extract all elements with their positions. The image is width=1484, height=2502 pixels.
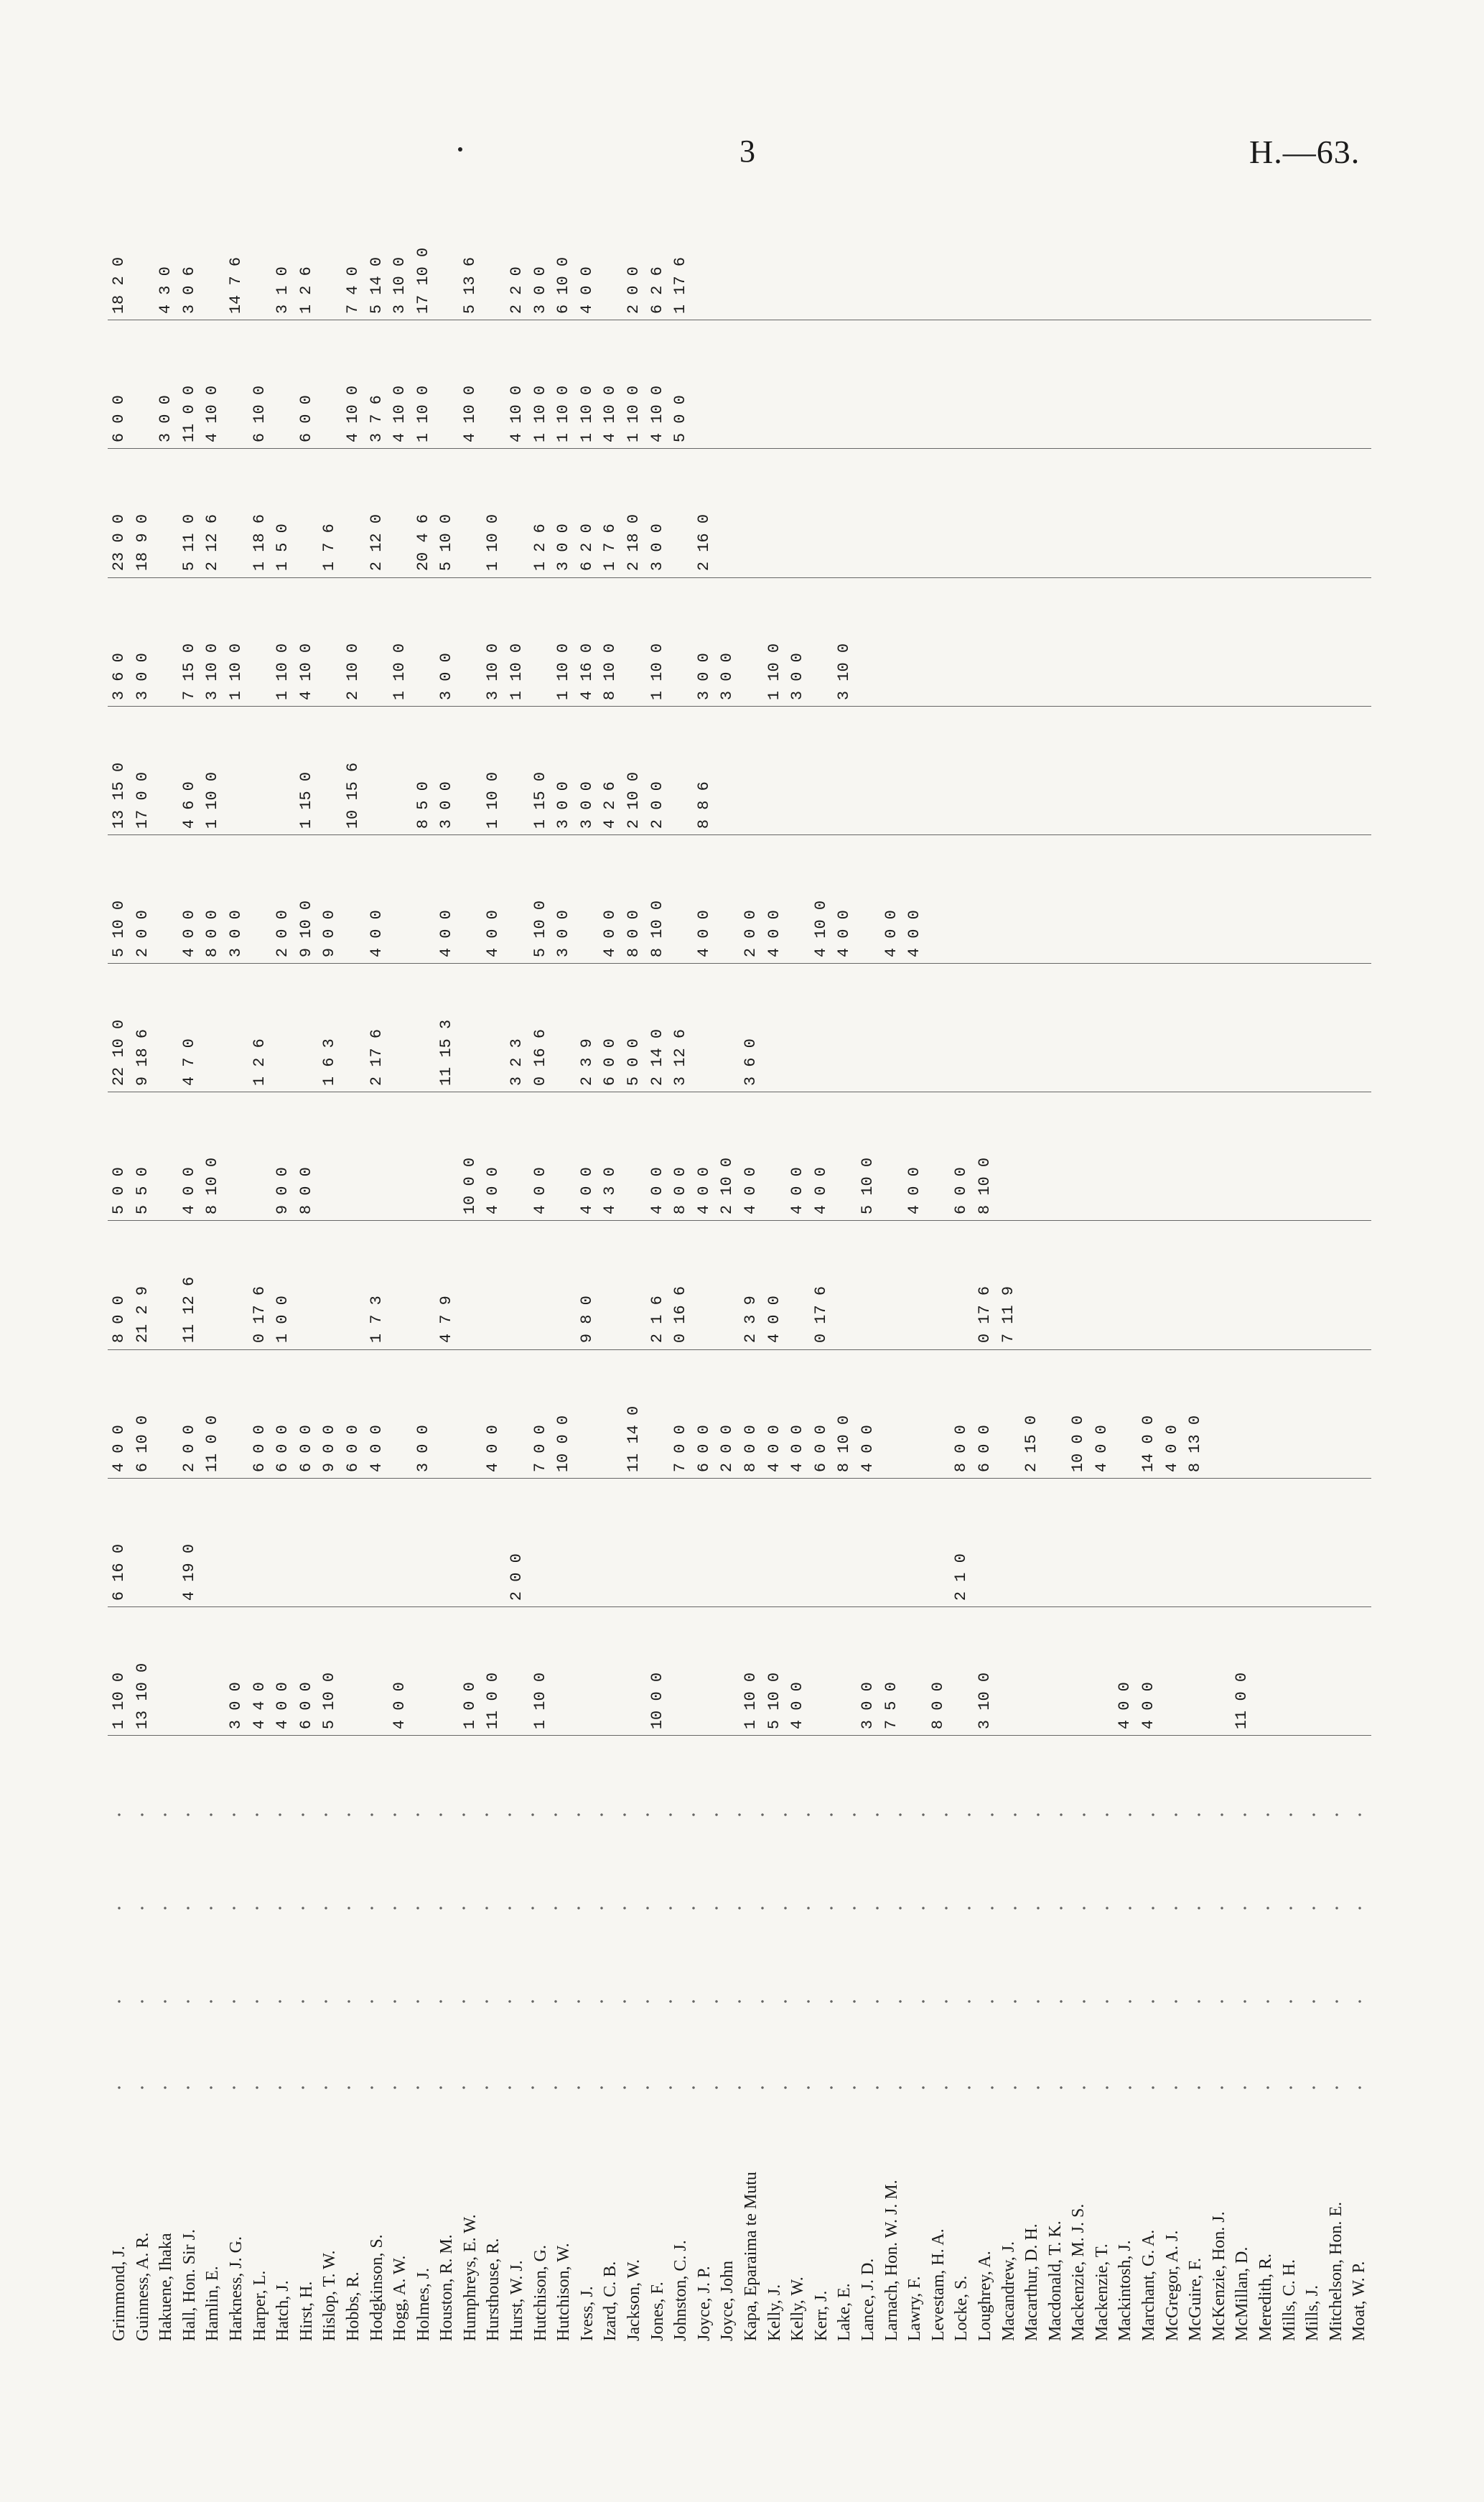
amount-cell: 7 5 0 — [882, 1681, 900, 1729]
amount-cell: 1 10 0 — [648, 643, 666, 700]
amount-cell: 1 0 0 — [460, 1681, 479, 1729]
amount-cell: 3 0 0 — [788, 652, 807, 700]
amount-cell: 14 0 0 — [1139, 1415, 1158, 1472]
amount-cell: 8 10 0 — [648, 900, 666, 957]
amount-cell: 1 7 6 — [320, 524, 339, 572]
name-cell: Moat, W. P. — [1350, 2261, 1369, 2341]
amount-cell: 1 10 0 — [274, 643, 292, 700]
name-cell: Joyce, J. P. — [694, 2266, 714, 2341]
amount-cell: 1 7 6 — [601, 524, 620, 572]
amount-cell: 3 6 0 — [742, 1038, 760, 1087]
name-cell: Hall, Hon. Sir J. — [179, 2229, 199, 2341]
name-cell: Joyce, John — [718, 2261, 737, 2341]
amount-cell: 9 0 0 — [320, 909, 339, 957]
amount-cell: 6 0 0 — [601, 1038, 620, 1087]
amount-cell: 4 16 0 — [577, 643, 596, 700]
name-cell: Kerr, J. — [811, 2290, 831, 2341]
amount-cell: 1 2 6 — [297, 266, 315, 315]
amount-cell: 6 0 0 — [250, 1424, 269, 1472]
amount-cell: 4 10 0 — [508, 386, 526, 443]
name-cell: Mills, J. — [1303, 2284, 1322, 2341]
amount-cell: 4 0 0 — [1139, 1681, 1158, 1729]
name-cell: Hakuene, Ihaka — [157, 2233, 176, 2341]
amount-cell: 8 10 0 — [975, 1158, 994, 1215]
amount-cell: 7 0 0 — [531, 1424, 549, 1472]
amount-cell: 3 6 0 — [110, 652, 128, 700]
name-cell: Lance, J. D. — [858, 2258, 877, 2341]
amount-cell: 3 0 0 — [437, 781, 456, 829]
amount-cell: 11 12 6 — [179, 1277, 198, 1344]
amount-cell: 4 0 0 — [577, 1167, 596, 1215]
document-reference: H.—63. — [1249, 134, 1361, 170]
amount-cell: 4 0 0 — [765, 1296, 783, 1344]
amount-cell: 9 0 0 — [274, 1167, 292, 1215]
amount-cell: 1 10 0 — [742, 1672, 760, 1729]
amount-cell: 2 0 0 — [625, 266, 643, 315]
amount-cell: 4 0 0 — [742, 1167, 760, 1215]
amount-cell: 4 7 0 — [179, 1038, 198, 1087]
amount-cell: 3 0 0 — [554, 781, 573, 829]
amount-cell: 11 0 0 — [1233, 1672, 1251, 1729]
amount-cell: 4 0 0 — [788, 1424, 807, 1472]
amount-cell: 4 0 0 — [110, 1424, 128, 1472]
amount-cell: 4 7 9 — [437, 1296, 456, 1344]
amount-cell: 1 10 0 — [110, 1672, 128, 1729]
amount-cell: 6 2 6 — [648, 266, 666, 315]
amount-cell: 4 0 0 — [484, 1424, 503, 1472]
amount-cell: 1 10 0 — [531, 1672, 549, 1729]
name-cell: Lawry, F. — [905, 2276, 925, 2341]
amount-cell: 10 0 0 — [554, 1415, 573, 1472]
amount-cell: 3 0 0 — [226, 909, 245, 957]
amount-cell: 11 0 0 — [179, 386, 198, 443]
amount-cell: 4 0 0 — [905, 909, 924, 957]
amount-cell: 3 10 0 — [975, 1672, 994, 1729]
amount-cell: 9 10 0 — [297, 900, 315, 957]
column-rule — [108, 706, 1371, 707]
amount-cell: 5 11 0 — [179, 514, 198, 572]
amount-cell: 4 10 0 — [203, 386, 222, 443]
name-cell: Jackson, W. — [625, 2259, 644, 2341]
amount-cell: 1 15 0 — [531, 771, 549, 829]
amount-cell: 4 0 0 — [788, 1167, 807, 1215]
amount-cell: 8 13 0 — [1186, 1415, 1205, 1472]
amount-cell: 4 0 0 — [1116, 1681, 1134, 1729]
amount-cell: 4 0 0 — [648, 1167, 666, 1215]
name-cell: Locke, S. — [952, 2275, 971, 2341]
name-cell: Kapa, Eparaima te Mutu — [742, 2172, 760, 2341]
amount-cell: 5 10 0 — [858, 1158, 877, 1215]
amount-cell: 3 0 0 — [554, 909, 573, 957]
amount-cell: 2 3 9 — [742, 1296, 760, 1344]
amount-cell: 5 10 0 — [765, 1672, 783, 1729]
amount-cell: 4 0 0 — [391, 1681, 409, 1729]
amount-cell: 9 18 6 — [133, 1028, 151, 1087]
amount-cell: 2 0 0 — [179, 1424, 198, 1472]
name-cell: McGuire, F. — [1186, 2257, 1205, 2341]
amount-cell: 3 0 0 — [577, 781, 596, 829]
name-cell: Mills, C. H. — [1279, 2259, 1299, 2341]
amount-cell: 1 10 0 — [414, 386, 432, 443]
amount-cell: 2 10 0 — [625, 771, 643, 829]
amount-cell: 3 0 6 — [179, 266, 198, 315]
amount-cell: 4 4 0 — [250, 1681, 269, 1729]
name-cell: Kelly, J. — [765, 2284, 784, 2341]
amount-cell: 1 10 0 — [203, 771, 222, 829]
amount-cell: 2 14 0 — [648, 1028, 666, 1087]
name-cell: Macandrew, J. — [999, 2241, 1018, 2341]
amount-cell: 3 10 0 — [391, 256, 409, 315]
amount-cell: 4 6 0 — [179, 781, 198, 829]
amount-cell: 4 10 0 — [811, 900, 830, 957]
amount-cell: 14 7 6 — [226, 256, 245, 315]
amount-cell: 1 10 0 — [554, 386, 573, 443]
amount-cell: 6 10 0 — [554, 256, 573, 315]
amount-cell: 2 0 0 — [274, 909, 292, 957]
amount-cell: 1 10 0 — [484, 514, 503, 572]
name-cell: Loughrey, A. — [975, 2251, 994, 2341]
name-cell: McKenzie, Hon. J. — [1209, 2211, 1228, 2341]
amount-cell: 2 1 6 — [648, 1296, 666, 1344]
name-cell: McMillan, D. — [1233, 2246, 1252, 2341]
amount-cell: 4 0 0 — [765, 909, 783, 957]
amount-cell: 4 0 0 — [905, 1167, 924, 1215]
amount-cell: 4 0 0 — [179, 909, 198, 957]
amount-cell: 1 10 0 — [391, 643, 409, 700]
column-rule — [108, 1735, 1371, 1736]
amount-cell: 4 3 0 — [157, 266, 175, 315]
amount-cell: 7 11 9 — [999, 1286, 1017, 1344]
amount-cell: 8 5 0 — [414, 781, 432, 829]
amount-cell: 8 0 0 — [742, 1424, 760, 1472]
amount-cell: 5 10 0 — [110, 900, 128, 957]
amount-cell: 8 0 0 — [110, 1296, 128, 1344]
amount-cell: 2 12 6 — [203, 514, 222, 572]
amount-cell: 1 2 6 — [250, 1038, 269, 1087]
amount-cell: 3 0 0 — [157, 395, 175, 443]
amount-cell: 6 10 0 — [250, 386, 269, 443]
name-cell: Hogg, A. W. — [391, 2255, 410, 2341]
amount-cell: 3 12 6 — [671, 1028, 690, 1087]
amount-cell: 4 0 0 — [179, 1167, 198, 1215]
amount-cell: 3 10 0 — [835, 643, 854, 700]
amount-cell: 3 0 0 — [858, 1681, 877, 1729]
name-cell: Larnach, Hon. W. J. M. — [882, 2180, 901, 2341]
amount-cell: 3 0 0 — [437, 652, 456, 700]
amount-cell: 4 10 0 — [297, 643, 315, 700]
amount-cell: 4 0 0 — [437, 909, 456, 957]
amount-cell: 7 15 0 — [179, 643, 198, 700]
name-cell: Hodgkinson, S. — [367, 2234, 386, 2341]
amount-cell: 18 9 0 — [133, 514, 151, 572]
name-cell: Lake, E. — [835, 2283, 854, 2341]
amount-cell: 3 0 0 — [531, 266, 549, 315]
amount-cell: 4 0 0 — [858, 1424, 877, 1472]
amount-cell: 8 0 0 — [928, 1681, 947, 1729]
name-cell: Hutchison, W. — [554, 2243, 574, 2341]
amount-cell: 4 0 0 — [811, 1167, 830, 1215]
name-cell: Humphreys, E. W. — [460, 2214, 480, 2341]
amount-cell: 2 18 0 — [625, 514, 643, 572]
amount-cell: 10 0 0 — [648, 1672, 666, 1729]
name-cell: Guinness, A. R. — [133, 2232, 152, 2341]
amount-cell: 4 0 0 — [1162, 1424, 1181, 1472]
amount-cell: 1 10 0 — [531, 386, 549, 443]
amount-cell: 2 16 0 — [694, 514, 713, 572]
amount-cell: 1 0 0 — [274, 1296, 292, 1344]
amount-cell: 9 0 0 — [320, 1424, 339, 1472]
amount-cell: 4 0 0 — [694, 909, 713, 957]
amount-cell: 4 0 0 — [1092, 1424, 1111, 1472]
amount-cell: 5 5 0 — [133, 1167, 151, 1215]
amount-cell: 11 0 0 — [484, 1672, 503, 1729]
name-cell: Hobbs, R. — [343, 2271, 363, 2341]
amount-cell: 2 0 0 — [648, 781, 666, 829]
amount-cell: 2 17 6 — [367, 1028, 386, 1087]
amount-cell: 4 0 0 — [367, 909, 386, 957]
amount-cell: 5 10 0 — [531, 900, 549, 957]
amount-cell: 18 2 0 — [110, 256, 128, 315]
amount-cell: 8 10 0 — [601, 643, 620, 700]
amount-cell: 2 2 0 — [508, 266, 526, 315]
amount-cell: 1 17 6 — [671, 256, 690, 315]
amount-cell: 4 0 0 — [882, 909, 900, 957]
amount-cell: 0 16 6 — [671, 1286, 690, 1344]
amount-cell: 3 0 0 — [694, 652, 713, 700]
column-rule — [108, 834, 1371, 835]
amount-cell: 4 0 0 — [367, 1424, 386, 1472]
amount-cell: 4 0 0 — [577, 266, 596, 315]
name-cell: Marchant, G. A. — [1139, 2229, 1159, 2341]
amount-cell: 1 10 0 — [625, 386, 643, 443]
amount-cell: 4 0 0 — [531, 1167, 549, 1215]
amount-cell: 3 0 0 — [133, 652, 151, 700]
amount-cell: 3 0 0 — [226, 1681, 245, 1729]
amount-cell: 11 0 0 — [203, 1415, 222, 1472]
amount-cell: 7 0 0 — [671, 1424, 690, 1472]
name-cell: Johnston, C. J. — [671, 2240, 691, 2341]
amount-cell: 8 0 0 — [625, 909, 643, 957]
page-number: 3 — [739, 134, 755, 169]
amount-cell: 17 10 0 — [414, 247, 432, 315]
amount-cell: 1 2 6 — [531, 524, 549, 572]
amount-cell: 5 0 0 — [671, 395, 690, 443]
amount-cell: 6 0 0 — [297, 1681, 315, 1729]
amount-cell: 6 10 0 — [133, 1415, 151, 1472]
name-cell: Macdonald, T. K. — [1045, 2220, 1065, 2341]
name-cell: Hursthouse, R. — [484, 2238, 503, 2341]
amount-cell: 6 0 0 — [297, 395, 315, 443]
name-cell: Mitchelson, Hon. E. — [1326, 2202, 1345, 2341]
name-cell: Hislop, T. W. — [320, 2250, 340, 2341]
amount-cell: 2 0 0 — [742, 909, 760, 957]
amount-cell: 0 16 6 — [531, 1028, 549, 1087]
amount-cell: 4 10 0 — [343, 386, 362, 443]
amount-cell: 3 10 0 — [484, 643, 503, 700]
amount-cell: 4 0 0 — [765, 1424, 783, 1472]
amount-cell: 20 4 6 — [414, 514, 432, 572]
amount-cell: 2 0 0 — [133, 909, 151, 957]
amount-cell: 3 0 0 — [718, 652, 737, 700]
amount-cell: 2 3 9 — [577, 1038, 596, 1087]
name-cell: Macarthur, D. H. — [1022, 2223, 1042, 2341]
amount-cell: 8 10 0 — [203, 1158, 222, 1215]
amount-cell: 1 10 0 — [765, 643, 783, 700]
amount-cell: 10 0 0 — [460, 1158, 479, 1215]
name-cell: Grimmond, J. — [110, 2246, 129, 2341]
amount-cell: 1 10 0 — [508, 643, 526, 700]
column-rule — [108, 1220, 1371, 1221]
amount-cell: 4 0 0 — [601, 909, 620, 957]
column-rule — [108, 448, 1371, 449]
amount-cell: 6 0 0 — [343, 1424, 362, 1472]
amount-cell: 7 4 0 — [343, 266, 362, 315]
amount-cell: 11 15 3 — [437, 1019, 456, 1087]
amount-cell: 21 2 9 — [133, 1286, 151, 1344]
amount-cell: 6 0 0 — [975, 1424, 994, 1472]
amount-cell: 3 2 3 — [508, 1038, 526, 1087]
amount-cell: 6 16 0 — [110, 1543, 128, 1601]
column-rule — [108, 1478, 1371, 1479]
amount-cell: 6 2 0 — [577, 524, 596, 572]
name-cell: Hurst, W. J. — [508, 2260, 527, 2341]
name-cell: Hatch, J. — [274, 2280, 293, 2341]
name-cell: Levestam, H. A. — [928, 2228, 948, 2341]
amount-cell: 5 13 6 — [460, 256, 479, 315]
amount-cell: 4 3 0 — [601, 1167, 620, 1215]
amount-cell: 4 0 0 — [835, 909, 854, 957]
amount-cell: 8 10 0 — [835, 1415, 854, 1472]
amount-cell: 1 6 3 — [320, 1038, 339, 1087]
amount-cell: 1 18 6 — [250, 514, 269, 572]
amount-cell: 4 10 0 — [391, 386, 409, 443]
amount-cell: 5 14 0 — [367, 256, 386, 315]
amount-cell: 2 0 0 — [508, 1553, 526, 1601]
name-cell: Meredith, R. — [1256, 2254, 1276, 2341]
amount-cell: 6 0 0 — [274, 1424, 292, 1472]
amount-cell: 8 0 0 — [952, 1424, 971, 1472]
dot-leaders — [108, 1781, 1371, 2097]
amount-cell: 1 10 0 — [554, 643, 573, 700]
amount-cell: 5 10 0 — [320, 1672, 339, 1729]
column-rule — [108, 577, 1371, 578]
amount-cell: 23 0 0 — [110, 514, 128, 572]
amount-cell: 8 0 0 — [297, 1167, 315, 1215]
name-cell: McGregor, A. J. — [1162, 2230, 1182, 2341]
amount-cell: 1 10 0 — [484, 771, 503, 829]
amount-cell: 6 0 0 — [297, 1424, 315, 1472]
amount-cell: 4 19 0 — [179, 1543, 198, 1601]
amount-cell: 10 15 6 — [343, 762, 362, 829]
amount-cell: 6 0 0 — [811, 1424, 830, 1472]
name-cell: Mackintosh, J. — [1116, 2240, 1135, 2341]
name-column — [108, 2104, 1371, 2341]
amount-cell: 5 10 0 — [437, 514, 456, 572]
amount-cell: 0 17 6 — [250, 1286, 269, 1344]
amount-cell: 6 0 0 — [694, 1424, 713, 1472]
name-cell: Hutchison, G. — [531, 2245, 550, 2341]
name-cell: Holmes, J. — [414, 2268, 433, 2341]
column-rule — [108, 1606, 1371, 1607]
amount-cell: 8 0 0 — [203, 909, 222, 957]
amount-cell: 4 0 0 — [694, 1167, 713, 1215]
name-cell: Jones, F. — [648, 2282, 667, 2341]
amount-cell: 1 10 0 — [577, 386, 596, 443]
name-cell: Hamlin, E. — [203, 2266, 223, 2341]
amount-cell: 1 5 0 — [274, 524, 292, 572]
amount-cell: 4 0 0 — [484, 1167, 503, 1215]
amount-cell: 4 0 0 — [274, 1681, 292, 1729]
amount-cell: 3 0 0 — [554, 524, 573, 572]
amount-cell: 11 14 0 — [625, 1405, 643, 1472]
column-rule — [108, 1349, 1371, 1350]
amount-cell: 6 0 0 — [110, 395, 128, 443]
amount-cell: 3 7 6 — [367, 395, 386, 443]
amount-cell: 4 10 0 — [648, 386, 666, 443]
amount-cell: 13 10 0 — [133, 1662, 151, 1729]
amount-cell: 10 0 0 — [1069, 1415, 1088, 1472]
amount-cell: 2 10 0 — [718, 1158, 737, 1215]
amount-cell: 17 0 0 — [133, 771, 151, 829]
amount-cell: 4 10 0 — [460, 386, 479, 443]
name-cell: Harkness, J. G. — [226, 2236, 246, 2341]
amount-cell: 2 0 0 — [718, 1424, 737, 1472]
name-cell: Hirst, H. — [297, 2281, 316, 2341]
amount-cell: 3 0 0 — [648, 524, 666, 572]
amount-cell: 3 1 0 — [274, 266, 292, 315]
name-cell: Izard, C. B. — [601, 2261, 620, 2341]
amount-cell: 8 8 6 — [694, 781, 713, 829]
amount-cell: 6 0 0 — [952, 1167, 971, 1215]
amount-cell: 4 0 0 — [788, 1681, 807, 1729]
amount-cell: 3 10 0 — [203, 643, 222, 700]
name-cell: Ivess, J. — [577, 2286, 597, 2341]
name-cell: Harper, L. — [250, 2270, 269, 2341]
amount-cell: 2 1 0 — [952, 1553, 971, 1601]
amount-cell: 9 8 0 — [577, 1296, 596, 1344]
amount-cell: 22 10 0 — [110, 1019, 128, 1087]
amount-cell: 8 0 0 — [671, 1167, 690, 1215]
amount-cell: 3 0 0 — [414, 1424, 432, 1472]
amount-cell: 2 12 0 — [367, 514, 386, 572]
amount-cell: 0 17 6 — [811, 1286, 830, 1344]
amount-cell: 5 0 0 — [110, 1167, 128, 1215]
name-cell: Kelly, W. — [788, 2277, 808, 2341]
amount-cell: 1 10 0 — [226, 643, 245, 700]
amount-cell: 1 15 0 — [297, 771, 315, 829]
amount-cell: 4 10 0 — [601, 386, 620, 443]
amount-cell: 5 0 0 — [625, 1038, 643, 1087]
column-rule — [108, 963, 1371, 964]
name-cell: Mackenzie, M. J. S. — [1069, 2203, 1088, 2341]
amount-cell: 13 15 0 — [110, 762, 128, 829]
amount-cell: 4 2 6 — [601, 781, 620, 829]
amount-cell: 0 17 6 — [975, 1286, 994, 1344]
amount-cell: 4 0 0 — [484, 909, 503, 957]
name-cell: Houston, R. M. — [437, 2234, 457, 2341]
amount-cell: 2 15 0 — [1022, 1415, 1041, 1472]
amount-cell: 1 7 3 — [367, 1296, 386, 1344]
name-cell: Mackenzie, T. — [1092, 2243, 1111, 2341]
amount-cell: 2 10 0 — [343, 643, 362, 700]
